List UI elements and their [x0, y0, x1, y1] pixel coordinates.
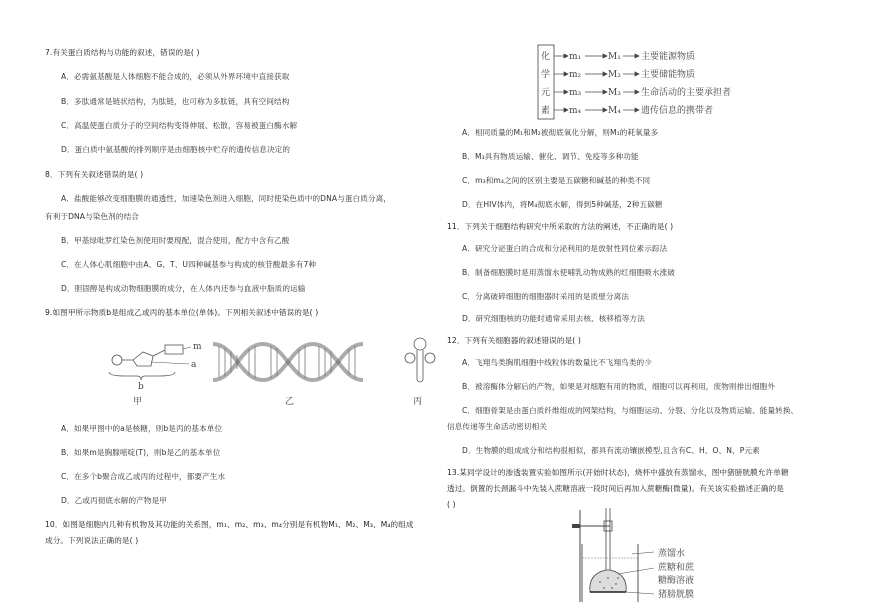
- label-m: m: [193, 342, 202, 352]
- q12-option-b: B．被溶酶体分解后的产物，如果是对细胞有用的物质，细胞可以再利用，废物则排出细胞外: [462, 382, 776, 391]
- q9-stem: 9.如图甲所示物质b是组成乙或丙的基本单位(单体)。下列相关叙述中错误的是( ): [45, 308, 319, 317]
- q8-option-d: D．胆固醇是构成动物细胞膜的成分，在人体内还参与血液中脂质的运输: [61, 284, 306, 293]
- nucleotide-diagram: [109, 342, 202, 407]
- q8-option-a-cont: 有利于DNA与染色剂的结合: [45, 212, 139, 221]
- q7-stem: 7.有关蛋白质结构与功能的叙述，错误的是( ): [45, 48, 200, 57]
- q8-stem: 8．下列有关叙述错误的是( ): [45, 170, 144, 179]
- label-bing: 丙: [413, 397, 423, 407]
- q8-option-b: B．甲基绿吡罗红染色剂使用时要现配，混合使用，配方中含有乙酸: [61, 236, 290, 245]
- q10-option-b: B．M₃具有物质运输、催化、调节、免疫等多种功能: [462, 152, 639, 161]
- M1-label: M₁: [608, 52, 621, 62]
- q10-option-c: C．m₃和m₄之间的区别主要是五碳糖和碱基的种类不同: [462, 176, 651, 185]
- q10-figure: [537, 44, 757, 122]
- q7-option-a: A．必需氨基酸是人体细胞不能合成的，必须从外界环境中直接获取: [61, 72, 290, 81]
- q11-option-b: B．制备细胞膜时是用蒸馏水使哺乳动物成熟的红细胞吸水涨破: [462, 268, 676, 277]
- m1-label: m₁: [569, 52, 582, 62]
- q10-stem: 10．如图是细胞内几种有机物及其功能的关系图，m₁、m₂、m₃、m₄分别是有机物M₁、M₂、M₃、M₄的组成: [45, 520, 414, 529]
- row2-text: 主要储能物质: [641, 70, 696, 80]
- label-distilled-water: 蒸馏水: [658, 549, 686, 559]
- M3-label: M₃: [608, 88, 621, 98]
- row1-text: 主要能源物质: [641, 52, 696, 62]
- q7-option-b: B．多肽通常是链状结构，为肽链，也可称为多肽链，具有空间结构: [61, 97, 290, 106]
- q8-option-c: C．在人体心肌细胞中由A、G、T、U四种碱基参与构成的核苷酸最多有7种: [61, 260, 317, 269]
- row4-text: 遗传信息的携带者: [641, 106, 714, 116]
- label-a: a: [191, 360, 197, 370]
- label-sucrose-1: 蔗糖和蔗: [658, 563, 695, 573]
- q7-option-c: C．高温使蛋白质分子的空间结构变得伸展、松散，容易被蛋白酶水解: [61, 121, 298, 130]
- q9-option-a: A．如果甲图中的a是核糖，则b是丙的基本单位: [61, 424, 223, 433]
- q9-option-b: B．如果m是胸腺嘧啶(T)，则b是乙的基本单位: [61, 448, 221, 457]
- q9-figure: [95, 332, 395, 410]
- q13-stem-blank: ( ): [447, 500, 456, 509]
- q11-option-a: A．研究分泌蛋白的合成和分泌利用的是放射性同位素示踪法: [462, 244, 668, 253]
- double-helix-diagram: [213, 344, 363, 407]
- m3-label: m₃: [569, 88, 582, 98]
- label-sucrose-2: 糖酶溶液: [658, 576, 695, 586]
- q10-option-d: D．在HIV体内，将M₄彻底水解，得到5种碱基，2种五碳糖: [462, 200, 663, 209]
- box-char-4: 素: [541, 106, 551, 116]
- q12-option-c: C．细胞骨架是由蛋白质纤维组成的网架结构，与细胞运动、分裂、分化以及物质运输、能量转换、: [462, 406, 799, 415]
- q10-option-a: A．相同质量的M₁和M₂被彻底氧化分解，则M₁的耗氧量多: [462, 128, 659, 137]
- M2-label: M₂: [608, 70, 621, 80]
- q12-stem: 12．下列有关细胞器的叙述错误的是( ): [447, 336, 581, 345]
- label-b: b: [138, 382, 144, 392]
- q10-stem-cont: 成分。下列说法正确的是( ): [45, 536, 139, 545]
- q11-stem: 11．下列关于细胞结构研究中所采取的方法的阐述，不正确的是( ): [447, 222, 674, 231]
- q13-stem: 13.某同学设计的渗透装置实验如图所示(开始时状态)，烧杯中盛放有蒸馏水，图中猪膀胱膜允许单糖: [447, 468, 789, 477]
- q12-option-a: A．飞翔鸟类胸肌细胞中线粒体的数量比不飞翔鸟类的少: [462, 358, 652, 367]
- label-bladder-membrane: 猪膀胱膜: [658, 590, 695, 600]
- label-yi: 乙: [285, 397, 295, 407]
- q12-option-d: D．生物膜的组成成分和结构很相似，都具有流动镶嵌模型,且含有C、H、O、N、P元素: [462, 446, 760, 455]
- box-char-3: 元: [541, 88, 551, 98]
- q12-option-c-cont: 信息传递等生命活动密切相关: [447, 422, 548, 431]
- q13-figure: [560, 508, 730, 602]
- m2-label: m₂: [569, 70, 582, 80]
- q13-stem-cont: 透过。倒置的长颈漏斗中先装入蔗糖溶液一段时间后再加入蔗糖酶(微量)。有关该实验描述正确的是: [447, 484, 784, 493]
- q9-option-d: D．乙或丙彻底水解的产物是甲: [61, 496, 167, 505]
- box-char-1: 化: [541, 52, 551, 62]
- q7-option-d: D．蛋白质中氨基酸的排列顺序是由细胞核中贮存的遗传信息决定的: [61, 145, 291, 154]
- q9-option-c: C．在多个b聚合成乙或丙的过程中，都要产生水: [61, 472, 226, 481]
- row3-text: 生命活动的主要承担者: [641, 88, 732, 98]
- q11-option-c: C．分离破碎细胞的细胞器时采用的是质壁分离法: [462, 292, 629, 301]
- m4-label: m₄: [569, 106, 582, 116]
- box-char-2: 学: [541, 70, 551, 80]
- q8-option-a: A．盐酸能够改变细胞膜的通透性，加速染色剂进入细胞，同时使染色质中的DNA与蛋白质分离，: [61, 194, 392, 203]
- M4-label: M₄: [608, 106, 621, 116]
- q11-option-d: D．研究细胞核的功能时通常采用去核、核移植等方法: [462, 314, 645, 323]
- label-jia: 甲: [133, 397, 143, 407]
- trna-diagram: [400, 332, 440, 410]
